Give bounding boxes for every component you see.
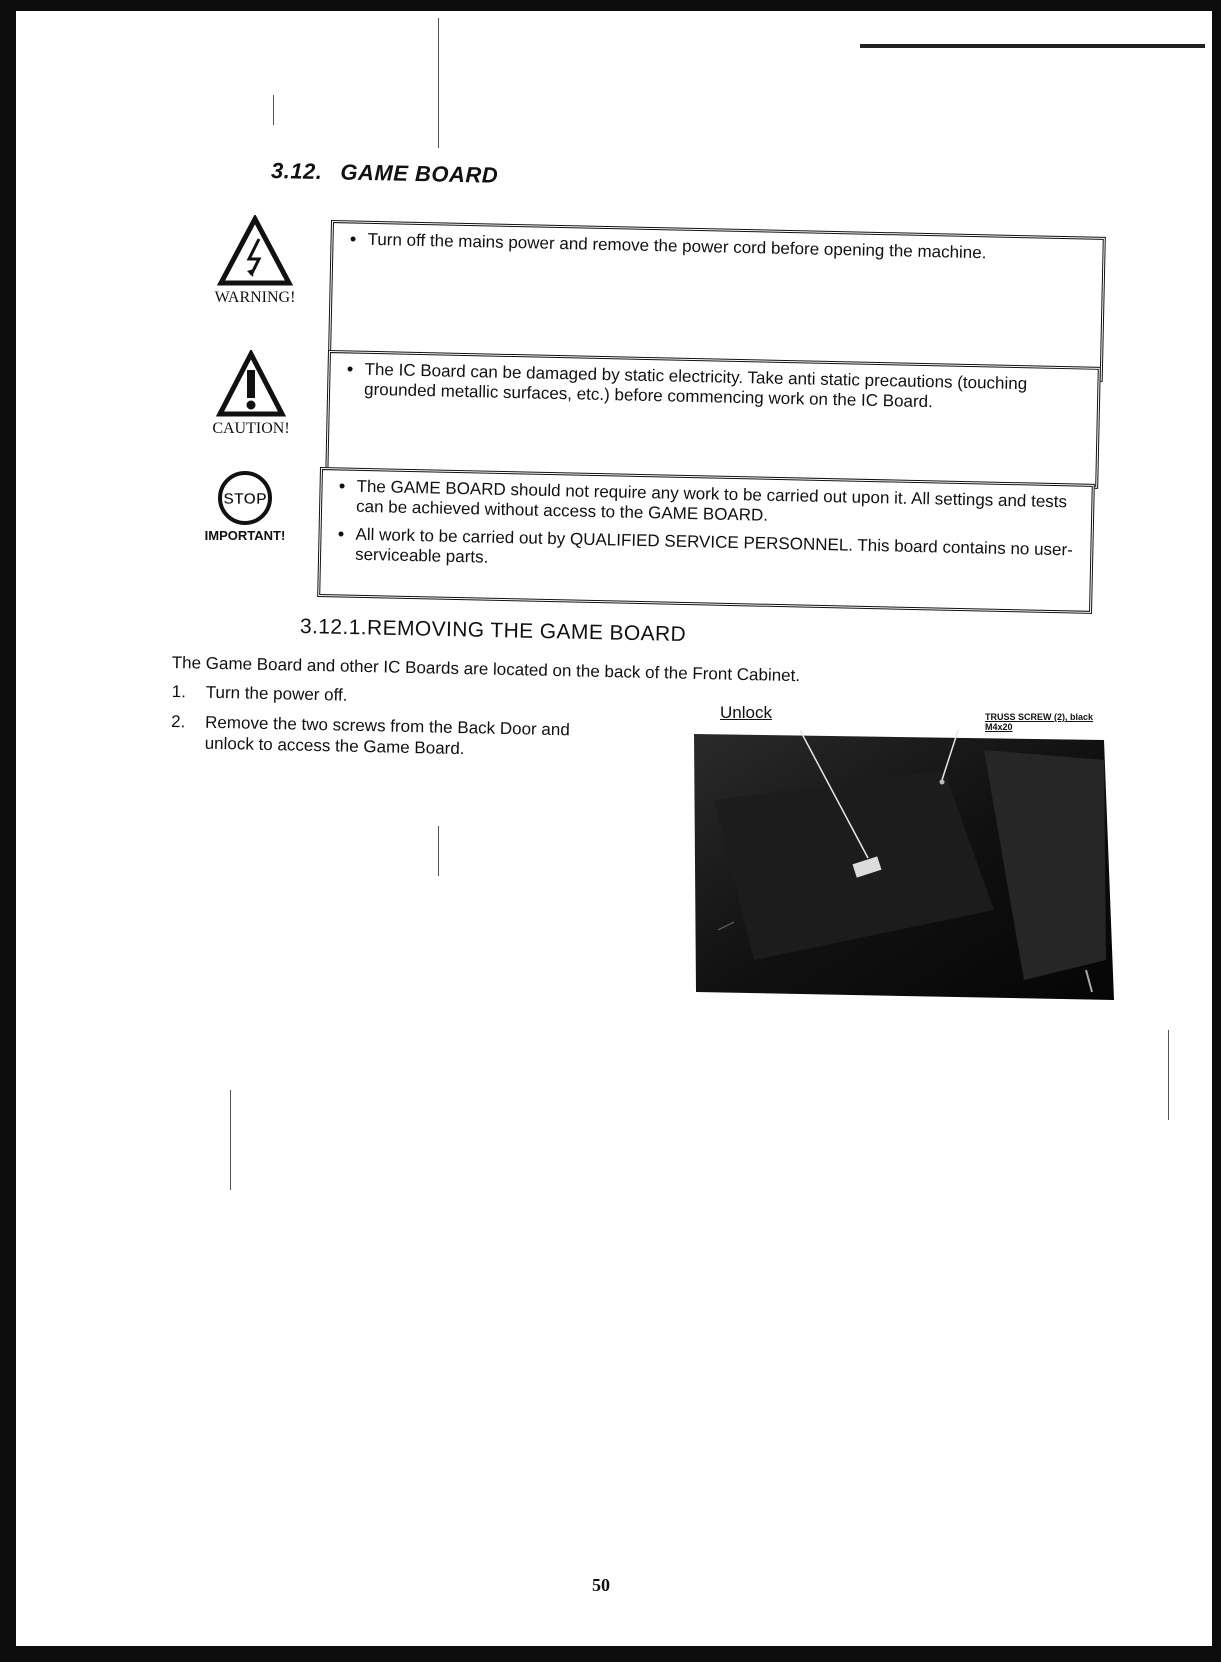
section-number: 3.12.: [270, 158, 323, 185]
header-rule: [860, 44, 1205, 48]
warning-label: WARNING!: [214, 289, 296, 306]
important-notice-icon-group: [185, 470, 305, 543]
important-notice-box: [317, 467, 1095, 614]
caution-notice-item: • The IC Board can be damaged by static electricity. Take anti static precautions (touching grounded metallic surfaces, etc.) before commencing work on the IC Board.: [364, 360, 1088, 416]
step-text-continued: unlock to access the Game Board.: [204, 733, 465, 759]
warning-notice-list: [343, 229, 1092, 265]
caution-exclamation-triangle-icon: [216, 350, 286, 418]
electrical-warning-triangle-icon: [217, 215, 293, 287]
section-title-text: GAME BOARD: [340, 159, 499, 188]
stop-sign-icon: [217, 470, 273, 526]
scan-artifact-line: [273, 95, 274, 125]
subsection-intro: The Game Board and other IC Boards are located on the back of the Front Cabinet.: [171, 652, 801, 686]
caution-notice-box: [325, 350, 1100, 489]
caution-notice-icon-group: [196, 350, 306, 438]
stop-sign-text: STOP: [223, 491, 267, 508]
caution-label: CAUTION!: [212, 420, 290, 437]
truss-screw-callout-line1: TRUSS SCREW (2), black: [985, 712, 1094, 722]
important-notice-item: • All work to be carried out by QUALIFIED SERVICE PERSONNEL. This board contains no user-serviceable parts.: [355, 525, 1081, 581]
scan-artifact-line: [438, 826, 439, 876]
important-label: IMPORTANT!: [204, 528, 286, 543]
subsection-title: 3.12.1.REMOVING THE GAME BOARD: [299, 615, 687, 647]
step-text: Turn the power off.: [205, 682, 348, 705]
truss-screw-callout-line2: M4x20: [985, 722, 1013, 732]
truss-screw-callout: [985, 712, 1115, 732]
warning-notice-icon-group: [200, 215, 310, 307]
page-number: 50: [592, 1575, 610, 1595]
step-text: Remove the two screws from the Back Door and: [204, 712, 570, 740]
truss-screw: [940, 780, 945, 785]
caution-notice-list: [340, 359, 1088, 415]
cabinet-back-photo: [694, 730, 1114, 1010]
step-item: [172, 681, 632, 712]
scan-border-left: [0, 0, 16, 1662]
unlock-callout: Unlock: [720, 703, 772, 722]
important-notice-list: [331, 476, 1082, 580]
step-list: [170, 681, 631, 763]
scan-artifact-line: [438, 18, 439, 148]
step-item: [170, 711, 631, 763]
important-notice-item: • The GAME BOARD should not require any work to be carried out upon it. All settings and tests can be achieved without access to the GAME BOARD.: [356, 477, 1082, 533]
scan-artifact-line: [1168, 1030, 1169, 1120]
scan-border-top: [0, 0, 1221, 11]
step-number: 1.: [171, 681, 187, 702]
scan-border-bottom: [0, 1646, 1221, 1662]
scan-border-right: [1212, 0, 1221, 1662]
scan-artifact-line: [230, 1090, 231, 1190]
warning-notice-item: • Turn off the mains power and remove the power cord before opening the machine.: [367, 230, 1092, 266]
step-number: 2.: [170, 711, 186, 732]
section-title: [271, 158, 499, 189]
